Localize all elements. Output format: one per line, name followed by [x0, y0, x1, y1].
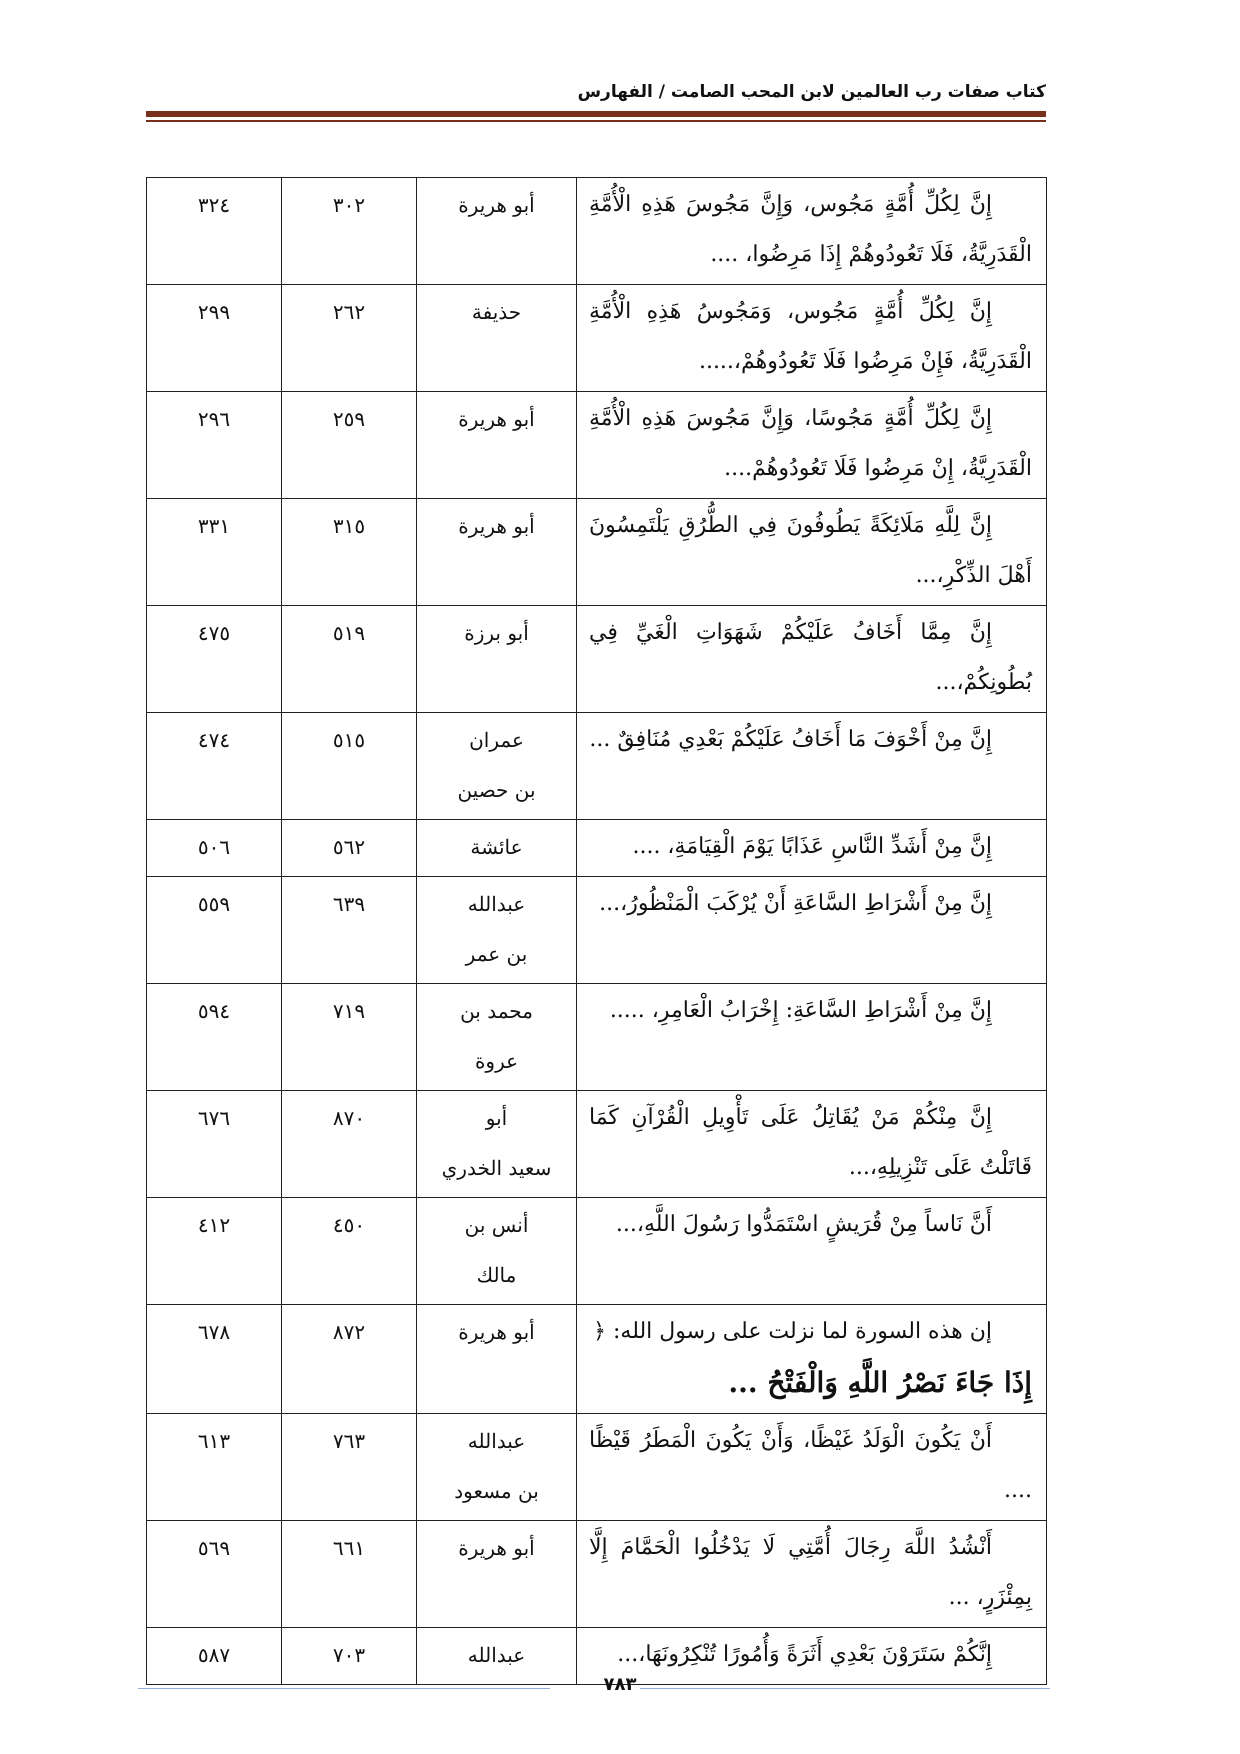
footer-rule-left [138, 1688, 550, 1689]
table-body [147, 178, 1047, 1685]
hadith-number: ٥١٥ [282, 713, 417, 820]
hadith-number: ٦٣٩ [282, 877, 417, 984]
narrator-cell [417, 984, 577, 1091]
narrator-cell [417, 713, 577, 820]
hadith-text-cell [577, 713, 1047, 820]
hadith-text-cell [577, 1521, 1047, 1628]
hadith-text: إِنَّ لِكُلِّ أُمَّةٍ مَجُوس، وَإِنَّ مَجُوسَ هَذِهِ الْأُمَّةِ الْقَدَرِيَّةُ، فَلَا تَعُودُوهُمْ إِذَا مَرِضُوا، .... [589, 192, 1032, 267]
header-rule [146, 111, 1046, 117]
hadith-text-cell [577, 392, 1047, 499]
hadith-number: ٤٥٠ [282, 1198, 417, 1305]
hadith-number: ٥٦٢ [282, 820, 417, 877]
narrator-cell [417, 1628, 577, 1685]
narrator-cell [417, 1521, 577, 1628]
table-row [147, 178, 1047, 285]
narrator-name: عبدالله بن عمر [465, 892, 528, 966]
table-row [147, 1091, 1047, 1198]
page-reference: ٥٩٤ [147, 984, 282, 1091]
hadith-text: إِنَّ مِنْ أَشْرَاطِ السَّاعَةِ أَنْ يُرْكَبَ الْمَنْظُورُ،... [599, 891, 992, 916]
hadith-number: ٧٠٣ [282, 1628, 417, 1685]
narrator-name: عبدالله بن مسعود [454, 1429, 539, 1503]
page-reference: ٣٢٤ [147, 178, 282, 285]
page-reference: ٥٠٦ [147, 820, 282, 877]
narrator-cell [417, 499, 577, 606]
hadith-index-table [146, 177, 1047, 1685]
hadith-text: إِنَّ لِكُلِّ أُمَّةٍ مَجُوسًا، وَإِنَّ مَجُوسَ هَذِهِ الْأُمَّةِ الْقَدَرِيَّةُ، إِنْ مَرِضُوا فَلَا تَعُودُوهُمْ.... [589, 406, 1032, 481]
hadith-text-cell [577, 499, 1047, 606]
hadith-text: إِنَّ مِنْ أَخْوَفَ مَا أَخَافُ عَلَيْكُمْ بَعْدِي مُنَافِقٌ ... [589, 727, 992, 752]
table-row [147, 499, 1047, 606]
table-row [147, 392, 1047, 499]
hadith-number: ٣٠٢ [282, 178, 417, 285]
narrator-cell [417, 285, 577, 392]
hadith-text-cell [577, 984, 1047, 1091]
table-row [147, 1305, 1047, 1414]
table-row [147, 877, 1047, 984]
narrator-name: أنس بن مالك [464, 1213, 529, 1287]
table-row [147, 713, 1047, 820]
running-header: كتاب صفات رب العالمين لابن المحب الصامت / الفهارس [577, 82, 1046, 102]
page-reference: ٦٧٨ [147, 1305, 282, 1414]
hadith-text-cell [577, 285, 1047, 392]
narrator-name: أبو هريرة [458, 1320, 535, 1344]
hadith-text-cell [577, 877, 1047, 984]
narrator-name: حذيفة [471, 300, 522, 324]
narrator-name: أبو برزة [464, 621, 529, 645]
page-reference: ٥٨٧ [147, 1628, 282, 1685]
hadith-text-cell [577, 1305, 1047, 1414]
narrator-cell [417, 877, 577, 984]
narrator-cell [417, 1198, 577, 1305]
footer-rule-right [640, 1688, 1050, 1689]
narrator-name: أبو سعيد الخدري [441, 1106, 552, 1180]
page-reference: ٥٦٩ [147, 1521, 282, 1628]
table-row [147, 606, 1047, 713]
hadith-number: ٢٥٩ [282, 392, 417, 499]
hadith-number: ٧١٩ [282, 984, 417, 1091]
page-reference: ٤٧٥ [147, 606, 282, 713]
page-reference: ٦١٣ [147, 1414, 282, 1521]
narrator-cell [417, 1414, 577, 1521]
hadith-number: ٥١٩ [282, 606, 417, 713]
quran-verse: إِذَا جَاءَ نَصْرُ اللَّهِ وَالْفَتْحُ ... [728, 1366, 1032, 1399]
narrator-name: أبو هريرة [458, 514, 535, 538]
page-number: ٧٨٣ [603, 1674, 637, 1695]
page-reference: ٤١٢ [147, 1198, 282, 1305]
hadith-number: ٣١٥ [282, 499, 417, 606]
hadith-text-cell [577, 606, 1047, 713]
table-row [147, 820, 1047, 877]
table-row [147, 285, 1047, 392]
page-reference: ٢٩٩ [147, 285, 282, 392]
hadith-text-cell [577, 820, 1047, 877]
page-reference: ٦٧٦ [147, 1091, 282, 1198]
header-rule-thin [146, 120, 1046, 122]
hadith-text: أَنْشُدُ اللَّهَ رِجَالَ أُمَّتِي لَا يَدْخُلُوا الْحَمَّامَ إِلَّا بِمِئْزَرٍ، ... [589, 1535, 1032, 1610]
hadith-text: إِنَّكُمْ سَتَرَوْنَ بَعْدِي أَثَرَةً وَأُمُورًا تُنْكِرُونَهَا،... [617, 1642, 992, 1667]
hadith-text: إِنَّ لِكُلِّ أُمَّةٍ مَجُوس، وَمَجُوسُ هَذِهِ الْأُمَّةِ الْقَدَرِيَّةُ، فَإِنْ مَرِضُوا فَلَا تَعُودُوهُمْ،..... [589, 299, 1032, 374]
hadith-text: إِنَّ مِنْكُمْ مَنْ يُقَاتِلُ عَلَى تَأْوِيلِ الْقُرْآنِ كَمَا قَاتَلْتُ عَلَى تَنْزِيلِهِ،... [589, 1105, 1032, 1180]
hadith-text: أَنَّ نَاساً مِنْ قُرَيشٍ اسْتَمَدُّوا رَسُولَ اللَّهِ،... [615, 1212, 992, 1237]
hadith-text: إِنَّ مِمَّا أَخَافُ عَلَيْكُمْ شَهَوَاتِ الْغَيِّ فِي بُطُونِكُمْ،... [589, 620, 1032, 695]
narrator-name: أبو هريرة [458, 407, 535, 431]
page-reference: ٣٣١ [147, 499, 282, 606]
hadith-text-cell [577, 1414, 1047, 1521]
hadith-number: ٨٧٢ [282, 1305, 417, 1414]
page-reference: ٢٩٦ [147, 392, 282, 499]
hadith-text: إن هذه السورة لما نزلت على رسول الله: ﴿ [593, 1319, 992, 1344]
hadith-text-cell [577, 1091, 1047, 1198]
table-row [147, 984, 1047, 1091]
narrator-name: عمران بن حصين [457, 728, 536, 802]
hadith-text: إِنَّ لِلَّهِ مَلَائِكَةً يَطُوفُونَ فِي الطُّرُقِ يَلْتَمِسُونَ أَهْلَ الذِّكْرِ،... [589, 513, 1032, 588]
hadith-number: ٨٧٠ [282, 1091, 417, 1198]
hadith-number: ٢٦٢ [282, 285, 417, 392]
hadith-text-cell [577, 178, 1047, 285]
narrator-name: أبو هريرة [458, 193, 535, 217]
narrator-cell [417, 820, 577, 877]
hadith-text: أَنْ يَكُونَ الْوَلَدُ غَيْظًا، وَأَنْ يَكُونَ الْمَطَرُ قَيْظًا .... [589, 1428, 1032, 1503]
table-row [147, 1521, 1047, 1628]
narrator-cell [417, 606, 577, 713]
page-reference: ٤٧٤ [147, 713, 282, 820]
table-row [147, 1414, 1047, 1521]
hadith-text: إِنَّ مِنْ أَشَدِّ النَّاسِ عَذَابًا يَوْمَ الْقِيَامَةِ، .... [632, 834, 992, 859]
table-row [147, 1198, 1047, 1305]
narrator-cell [417, 178, 577, 285]
narrator-cell [417, 392, 577, 499]
hadith-text-cell [577, 1198, 1047, 1305]
page-reference: ٥٥٩ [147, 877, 282, 984]
hadith-number: ٧٦٣ [282, 1414, 417, 1521]
narrator-cell [417, 1091, 577, 1198]
hadith-number: ٦٦١ [282, 1521, 417, 1628]
narrator-name: عائشة [470, 835, 523, 859]
hadith-text: إِنَّ مِنْ أَشْرَاطِ السَّاعَةِ: إِخْرَابُ الْعَامِرِ، ..... [609, 998, 992, 1023]
narrator-name: أبو هريرة [458, 1536, 535, 1560]
narrator-name: عبدالله [467, 1643, 526, 1667]
narrator-cell [417, 1305, 577, 1414]
narrator-name: محمد بن عروة [460, 999, 533, 1073]
